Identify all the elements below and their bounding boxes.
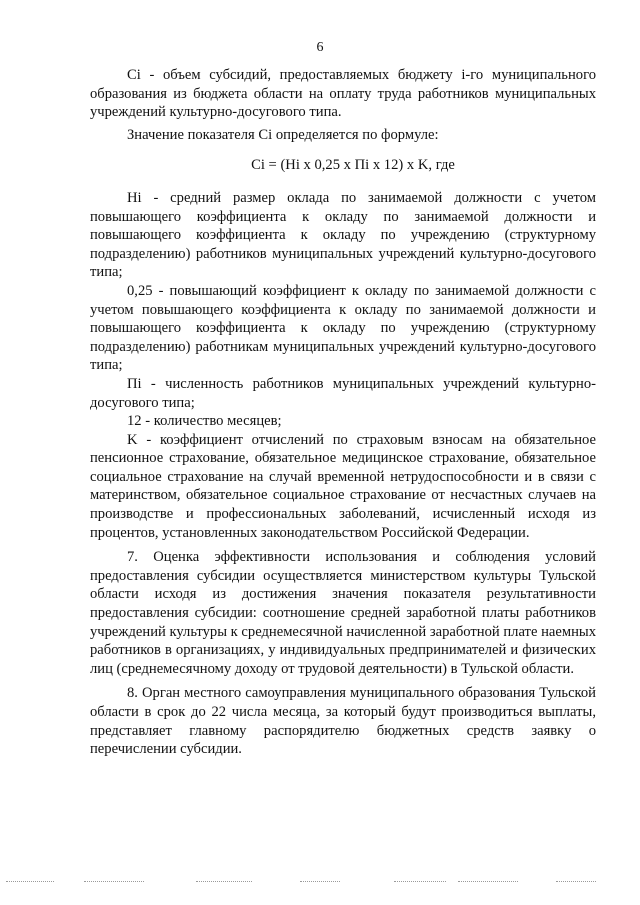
paragraph-item-7: 7. Оценка эффективности использования и соблюдения условий предоставления субсидии осуществляется министерством культуры Тульской области исходя из достижения значения показателя результативности предоставления субсидии: соотношение средней заработной платы работников учреждений культуры к среднемесячной начисленной заработной плате наемных работников в организациях, у индивидуальных предпринимателей и физических лиц (среднемесячному доходу от трудовой деятельности) в Тульской области. [90,549,596,677]
document-body [90,66,596,759]
paragraph-pi-definition: Пi - численность работников муниципальных учреждений культурно-досугового типа; [90,375,596,411]
paragraph-item-8: 8. Орган местного самоуправления муниципального образования Тульской области в срок до 22 числа месяца, за который будут производиться выплаты, представляет главному распорядителю бюджетных средств заявку о перечислении субсидии. [90,685,596,758]
paragraph-ci-definition: Ci - объем субсидий, предоставляемых бюджету i-го муниципального образования из бюджета области на оплату труда работников муниципальных учреждений культурно-досугового типа. [90,67,596,121]
scan-footer-marks [0,881,640,885]
paragraph-hi-definition: Hi - средний размер оклада по занимаемой должности с учетом повышающего коэффициента к окладу по занимаемой должности и повышающего коэффициента к окладу по учреждению (структурному подразделению) работников муниципальных учреждений культурно-досугового типа; [90,189,596,281]
paragraph-k-definition: K - коэффициент отчислений по страховым взносам на обязательное пенсионное страхование, обязательное медицинское страхование, обязательное социальное страхование на случай временной нетрудоспособности и в связи с материнством, обязательное социальное страхование от несчастных случаев на производстве и профессиональных заболеваний, исчисленный исходя из процентов, установленных законодательством Российской Федерации. [90,431,596,541]
page-number: 6 [316,40,324,55]
formula: Ci = (Hi x 0,25 x Пi x 12) x K, где [251,157,455,174]
paragraph-ci-formula-intro: Значение показателя Ci определяется по формуле: [127,126,439,143]
paragraph-months-definition: 12 - количество месяцев; [127,413,282,430]
paragraph-coef-definition: 0,25 - повышающий коэффициент к окладу по занимаемой должности с учетом повышающего коэффициента к окладу по занимаемой должности и повышающего коэффициента к окладу по учреждению (структурному подразделению) работникам муниципальных учреждений культурно-досугового типа; [90,282,596,374]
